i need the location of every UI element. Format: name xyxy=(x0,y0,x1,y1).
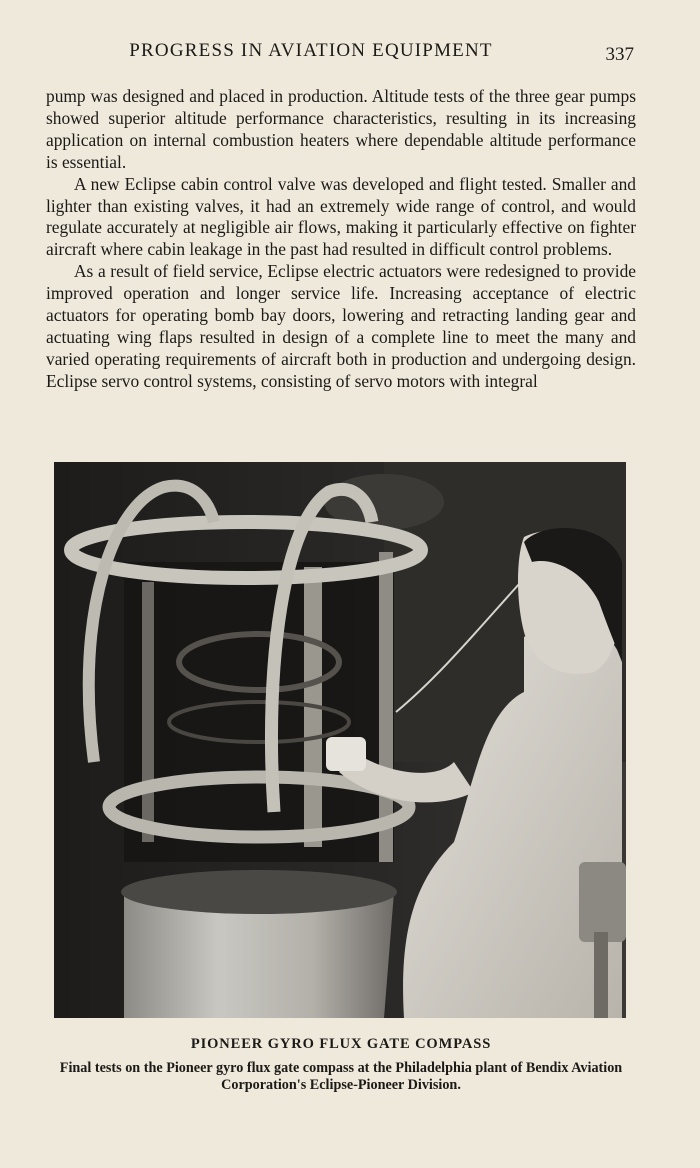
paragraph-continued: pump was designed and placed in production. Altitude tests of the three gear pumps showed superior altitude performance characteristics, resulting in its increasing application on internal combustion heaters where dependable altitude performance is essential. xyxy=(46,86,636,172)
figure-caption-title: PIONEER GYRO FLUX GATE COMPASS xyxy=(190,1036,492,1052)
page-number: 337 xyxy=(605,44,634,65)
figure-caption-text: Final tests on the Pioneer gyro flux gate compass at the Philadelphia plant of Bendix Aviation Corporation's Eclipse-Pioneer Division. xyxy=(59,1060,623,1093)
paragraph-cabin-valve: A new Eclipse cabin control valve was developed and flight tested. Smaller and lighter than existing valves, it had an extremely wide range of control, and would regulate accurately at negligible air flows, making it particularly effective on fighter aircraft where cabin leakage in the past had resulted in difficult control problems. xyxy=(46,173,636,260)
body-text xyxy=(46,86,636,393)
compass-test-photo xyxy=(54,462,626,1018)
paragraph-electric-actuators: As a result of field service, Eclipse electric actuators were redesigned to provide improved operation and longer service life. Increasing acceptance of electric actuators for operating bomb bay doors, lowering and retracting landing gear and actuating wing flaps resulted in design of a complete line to meet the many and varied operating requirements of aircraft both in production and undergoing design. Eclipse servo control systems, consisting of servo motors with integral xyxy=(46,261,636,391)
running-header xyxy=(46,40,636,68)
running-title: PROGRESS IN AVIATION EQUIPMENT xyxy=(129,40,493,61)
